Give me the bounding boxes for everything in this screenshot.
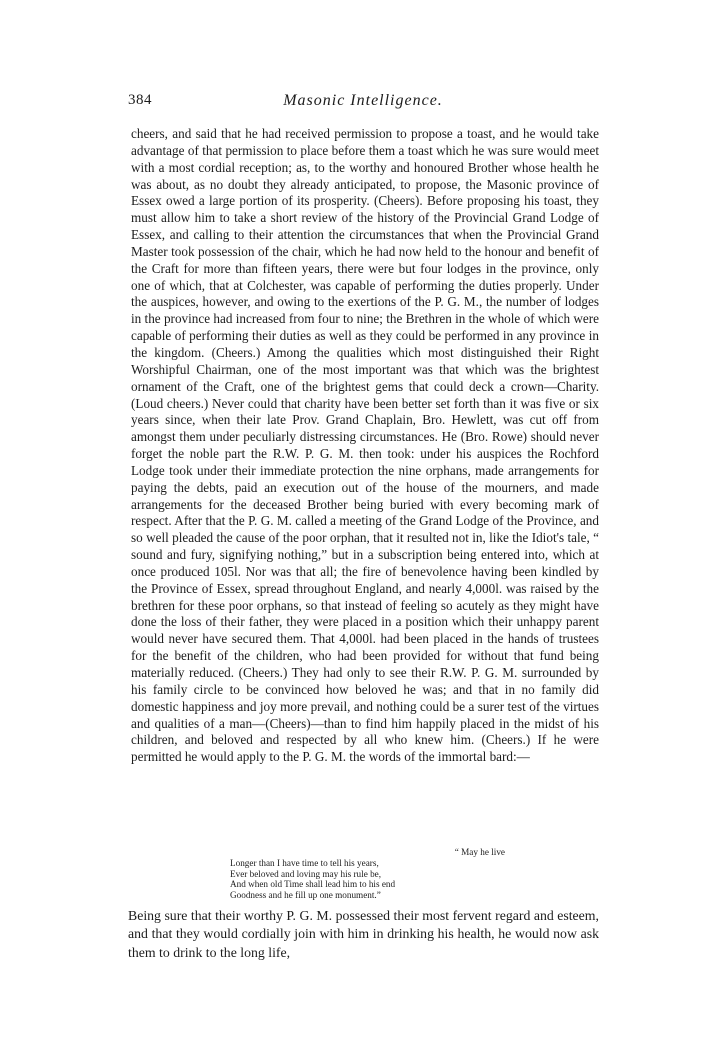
speech-paragraph: cheers, and said that he had received permission to propose a toast, and he would take advantage of that permission to place before them a toast which he was sure would meet with a most cordial reception; as, to the worthy and honoured Brother whose health he was about, as no doubt they already anticipated, to propose, the Masonic province of Essex owed a large portion of its prosperity. (Cheers). Before proposing his toast, they must allow him to take a short review of the history of the Provincial Grand Lodge of Essex, and calling to their attention the circumstances that when the Provincial Grand Master took possession of the chair, which he had now held to the honour and benefit of the Craft for more than fifteen years, there were but four lodges in the province, only one of which, that at Colchester, was capable of performing the duties properly. Under the auspices, however, and owing to the exertions of the P. G. M., the number of lodges in the province had increased from four to nine; the Brethren in the whole of which were capable of performing their duties as well as they could be performed in any province in the kingdom. (Cheers.) Among the qualities which most distinguished their Right Worshipful Chairman, one of the most important was that which was the brightest ornament of the Craft, one of the brightest gems that could deck a crown—Charity. (Loud cheers.) Never could that charity have been better set forth than it was five or six years since, when their late Prov. Grand Chaplain, Bro. Hewlett, was cut off from amongst them under peculiarly distressing circumstances. He (Bro. Rowe) should never forget the noble part the R.W. P. G. M. then took: under his auspices the Rochford Lodge took under their immediate protection the nine orphans, made arrangements for paying the debts, paid an execution out of the house of the mourners, and made arrangements for the deceased Brother being buried with every becoming mark of respect. After that the P. G. M. called a meeting of the Grand Lodge of the Province, and so well pleaded the cause of the poor orphan, that it resulted not in, like the Idiot's tale, “ sound and fury, signifying nothing,” but in a subscription being entered into, which at once produced 105l. Nor was that all; the fire of benevolence having been kindled by the Province of Essex, spread throughout England, and nearly 4,000l. was raised by the brethren for these poor orphans, so that instead of feeling so acutely as they might have done the loss of their father, they were placed in a position which their unhappy parent would never have secured them. That 4,000l. had been placed in the hands of trustees for the benefit of the children, who had been provided for without that fund being materially reduced. (Cheers.) They had only to see their R.W. P. G. M. surrounded by his family circle to be convinced how beloved he was; and that in no family did domestic happiness and joy more prevail, and nothing could be a surer test of the virtues and qualities of a man—(Cheers)—than to find him happily placed in the midst of his children, and beloved and respected by all who knew him. (Cheers.) If he were permitted he would apply to the P. G. M. the words of the immortal bard:— <box>131 126 599 765</box>
poem-line: Longer than I have time to tell his years, <box>230 857 379 868</box>
running-head <box>128 92 598 114</box>
speech-paragraph-block <box>131 126 599 766</box>
poem-line: Goodness and he fill up one monument.” <box>230 890 381 901</box>
poem-line: “ May he live <box>454 847 505 857</box>
page-number: 384 <box>128 92 152 108</box>
poem-line: And when old Time shall lead him to his end <box>230 879 396 890</box>
poem-line: Ever beloved and loving may his rule be, <box>230 868 382 879</box>
closing-paragraph-block <box>128 907 599 962</box>
shakespeare-quotation <box>230 847 505 901</box>
running-title: Masonic Intelligence. <box>283 92 443 109</box>
closing-paragraph: Being sure that their worthy P. G. M. possessed their most fervent regard and esteem, and that they would cordially join with him in drinking his health, he would now ask them to drink to the long life, <box>128 908 599 960</box>
